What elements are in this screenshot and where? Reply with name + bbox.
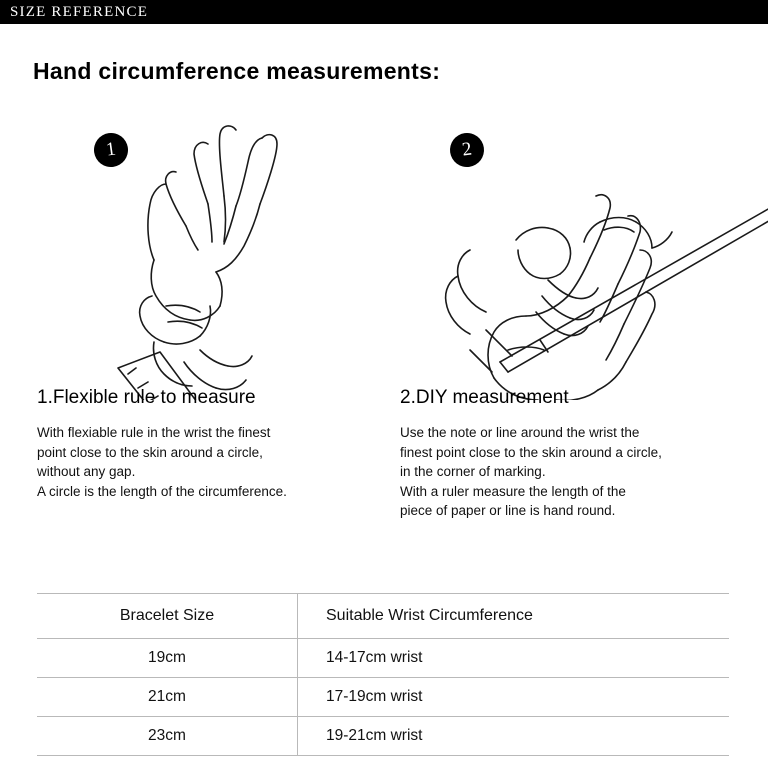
page-title: Hand circumference measurements:	[33, 58, 441, 84]
table-row	[37, 678, 729, 717]
table-cell-size: 19cm	[37, 639, 298, 678]
method-2-title: 2.DIY measurement	[400, 387, 569, 408]
method-1-line-1: With flexiable rule in the wrist the finest	[37, 425, 271, 440]
size-table	[37, 593, 729, 756]
table-cell-size: 23cm	[37, 717, 298, 756]
table-cell-wrist: 17-19cm wrist	[298, 678, 730, 717]
method-2-line-1: Use the note or line around the wrist the	[400, 425, 640, 440]
method-1-line-3: without any gap.	[37, 464, 136, 480]
size-table-wrapper	[37, 593, 697, 756]
table-header-bracelet-size: Bracelet Size	[37, 594, 298, 639]
table-header-wrist-circumference: Suitable Wrist Circumference	[298, 594, 730, 639]
method-2-line-3: in the corner of marking.	[400, 464, 546, 480]
method-2-body	[400, 423, 755, 521]
table-row	[37, 717, 729, 756]
method-1-line-4: A circle is the length of the circumference.	[37, 483, 287, 499]
hand-line-art-right	[0, 100, 768, 400]
method-2-block	[400, 387, 755, 521]
step-badge-1: 1	[92, 131, 130, 169]
method-2-line-2: finest point close to the skin around a circle,	[400, 444, 662, 460]
banner-label: SIZE REFERENCE	[10, 4, 149, 20]
method-2-line-5: piece of paper or line is hand round.	[400, 503, 616, 519]
step-badge-2: 2	[448, 131, 486, 169]
method-1-body	[37, 423, 367, 501]
illustration-area	[0, 100, 768, 400]
method-2-line-4: With a ruler measure the length of the	[400, 483, 626, 499]
size-reference-banner	[0, 0, 768, 24]
table-cell-wrist: 19-21cm wrist	[298, 717, 730, 756]
table-cell-wrist: 14-17cm wrist	[298, 639, 730, 678]
table-cell-size: 21cm	[37, 678, 298, 717]
right-hand-lower-outline	[446, 195, 655, 400]
method-1-block	[37, 387, 367, 501]
method-1-line-2: point close to the skin around a circle,	[37, 444, 263, 460]
table-row	[37, 639, 729, 678]
method-1-title: 1.Flexible rule to measure	[37, 387, 256, 408]
table-header-row	[37, 594, 729, 639]
